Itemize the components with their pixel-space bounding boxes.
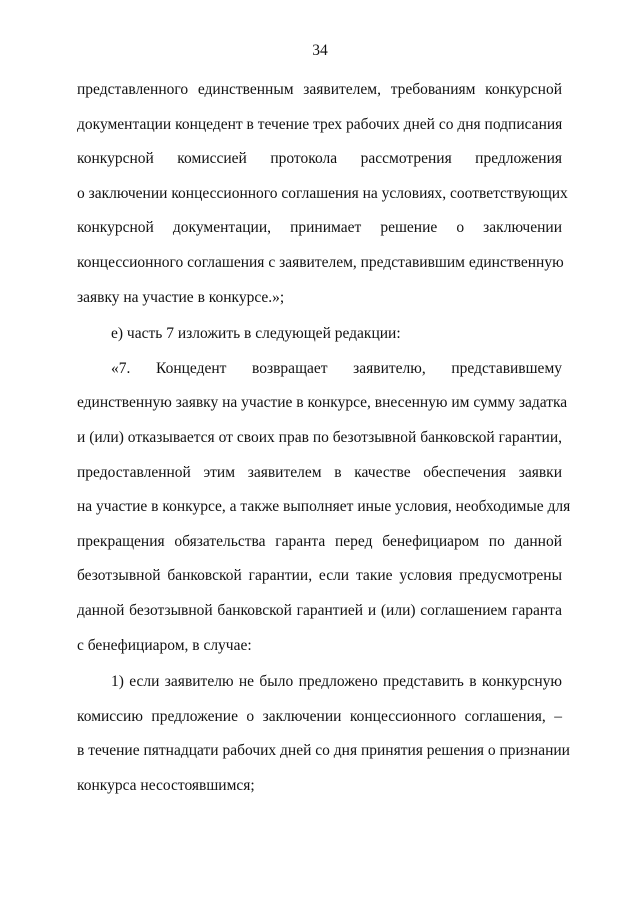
text-line: е) часть 7 изложить в следующей редакции:: [111, 325, 401, 342]
text-line: прекращения обязательства гаранта перед бенефициаром по данной: [77, 533, 562, 550]
text-line: в течение пятнадцати рабочих дней со дня принятия решения о признании: [77, 742, 570, 759]
text-line: конкурсной комиссией протокола рассмотрения предложения: [77, 150, 562, 167]
text-line: 1) если заявителю не было предложено представить в конкурсную: [111, 673, 562, 690]
text-line: и (или) отказывается от своих прав по безотзывной банковской гарантии,: [77, 429, 562, 446]
text-line: документации концедент в течение трех рабочих дней со дня подписания: [77, 116, 563, 133]
text-line: на участие в конкурсе, а также выполняет иные условия, необходимые для: [77, 498, 571, 515]
text-line: конкурсной документации, принимает решение о заключении: [77, 219, 562, 236]
text-line: данной безотзывной банковской гарантией и (или) соглашением гаранта: [77, 602, 562, 619]
text-line: «7. Концедент возвращает заявителю, представившему: [111, 360, 562, 377]
text-line: о заключении концессионного соглашения на условиях, соответствующих: [77, 185, 568, 202]
text-line: заявку на участие в конкурсе.»;: [77, 289, 285, 306]
text-line: конкурса несостоявшимся;: [77, 777, 255, 794]
text-line: комиссию предложение о заключении концессионного соглашения, –: [77, 708, 562, 725]
text-line: предоставленной этим заявителем в качестве обеспечения заявки: [77, 464, 562, 481]
text-line: с бенефициаром, в случае:: [77, 637, 252, 654]
text-line: концессионного соглашения с заявителем, представившим единственную: [77, 254, 564, 271]
page-number: 34: [312, 42, 328, 59]
text-line: безотзывной банковской гарантии, если такие условия предусмотрены: [77, 567, 562, 584]
text-line: единственную заявку на участие в конкурсе, внесенную им сумму задатка: [77, 394, 568, 411]
text-line: представленного единственным заявителем, требованиям конкурсной: [77, 81, 562, 98]
